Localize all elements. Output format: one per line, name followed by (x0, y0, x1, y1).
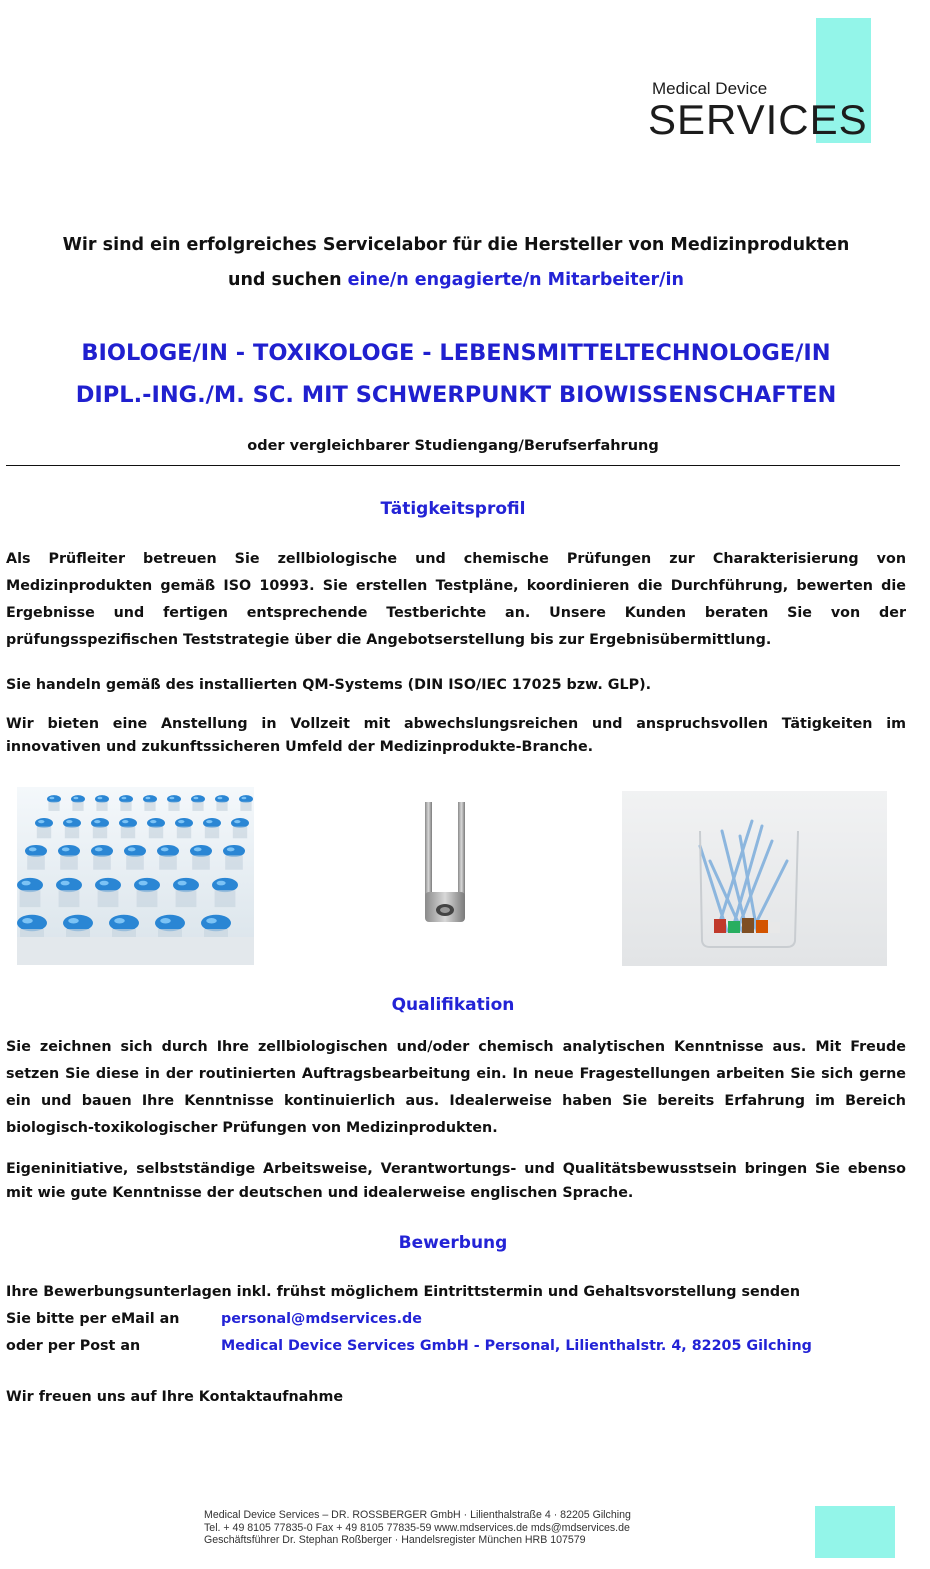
qualification-paragraph-1: Sie zeichnen sich durch Ihre zellbiologischen und/oder chemisch analytischen Kenntnisse aus. Mit Freude setzen Sie diese in der routinierten Auftragsbearbeitung ein. In neue Fragestellungen arbeiten Sie sich gerne ein und bauen Ihre Kenntnisse kontinuierlich aus. Idealerweise haben Sie bereits Erfahrung im Bereich biologisch-toxikologischer Prüfungen von Medizinprodukten. (6, 1039, 906, 1136)
heading-application: Bewerbung (398, 1233, 508, 1253)
profile-paragraph-1: Als Prüfleiter betreuen Sie zellbiologische und chemische Prüfungen zur Charakterisierung von Medizinprodukten gemäß ISO 10993. Sie erstellen Testpläne, koordinieren die Durchführung, bewerten die Ergebnisse und fertigen entsprechende Testberichte an. Unsere Kunden beraten Sie von der prüfungsspezifischen Teststrategie über die Angebotserstellung bis zur Ergebnisübermittlung. (6, 551, 906, 648)
intro-line-1: Wir sind ein erfolgreiches Servicelabor für die Hersteller von Medizinprodukten (62, 235, 850, 255)
photo-instrument (392, 792, 492, 962)
profile-paragraph-2: Sie handeln gemäß des installierten QM-Systems (DIN ISO/IEC 17025 bzw. GLP). (6, 677, 652, 693)
profile-paragraph-3: Wir bieten eine Anstellung in Vollzeit mit abwechslungsreichen und anspruchsvollen Tätigkeiten im innovativen und zukunftssicheren Umfeld der Medizinprodukte-Branche. (6, 716, 906, 755)
job-title (0, 332, 912, 416)
logo-line-small: Medical Device (652, 79, 768, 98)
intro-text (0, 228, 912, 298)
intro-line-2-highlight: eine/n engagierte/n Mitarbeiter/in (347, 270, 684, 290)
footer-line-3: Geschäftsführer Dr. Stephan Roßberger · Handelsregister München HRB 107579 (204, 1534, 586, 1546)
job-title-line-1: BIOLOGE/IN - TOXIKOLOGE - LEBENSMITTELTECHNOLOGE/IN (81, 340, 831, 366)
closing-text: Wir freuen uns auf Ihre Kontaktaufnahme (6, 1389, 344, 1405)
footer-line-1: Medical Device Services – DR. ROSSBERGER GmbH · Lilienthalstraße 4 · 82205 Gilching (204, 1509, 631, 1521)
footer (204, 1509, 819, 1547)
footer-line-2: Tel. + 49 8105 77835-0 Fax + 49 8105 77835-59 www.mdservices.de mds@mdservices.de (204, 1521, 630, 1534)
heading-qualification: Qualifikation (391, 995, 515, 1015)
job-subline: oder vergleichbarer Studiengang/Berufserfahrung (247, 438, 659, 454)
qualification-paragraph-2: Eigeninitiative, selbstständige Arbeitsweise, Verantwortungs- und Qualitätsbewusstsein bringen Sie ebenso mit wie gute Kenntnisse der deutschen und idealerweise englischen Sprache. (6, 1161, 906, 1201)
intro-line-2 (0, 263, 912, 298)
divider-line (6, 465, 900, 466)
post-address: Medical Device Services GmbH - Personal, Lilienthalstr. 4, 82205 Gilching (221, 1338, 812, 1354)
post-line (6, 1333, 812, 1360)
company-logo (648, 18, 930, 146)
logo-line-big: SERVICES (648, 96, 868, 143)
post-label: oder per Post an (6, 1338, 141, 1354)
application-paragraph: Ihre Bewerbungsunterlagen inkl. frühst möglichem Eintrittstermin und Gehaltsvorstellung senden (6, 1284, 801, 1300)
email-label: Sie bitte per eMail an (6, 1311, 180, 1327)
footer-accent-block (815, 1506, 895, 1558)
email-line (6, 1306, 422, 1333)
job-title-line-2: DIPL.-ING./M. SC. MIT SCHWERPUNKT BIOWISSENSCHAFTEN (75, 382, 837, 408)
photo-beaker (622, 791, 887, 966)
photo-vials (17, 787, 254, 965)
intro-line-2-prefix: und suchen (228, 270, 348, 290)
heading-profile: Tätigkeitsprofil (380, 499, 526, 519)
email-link[interactable]: personal@mdservices.de (221, 1311, 422, 1327)
